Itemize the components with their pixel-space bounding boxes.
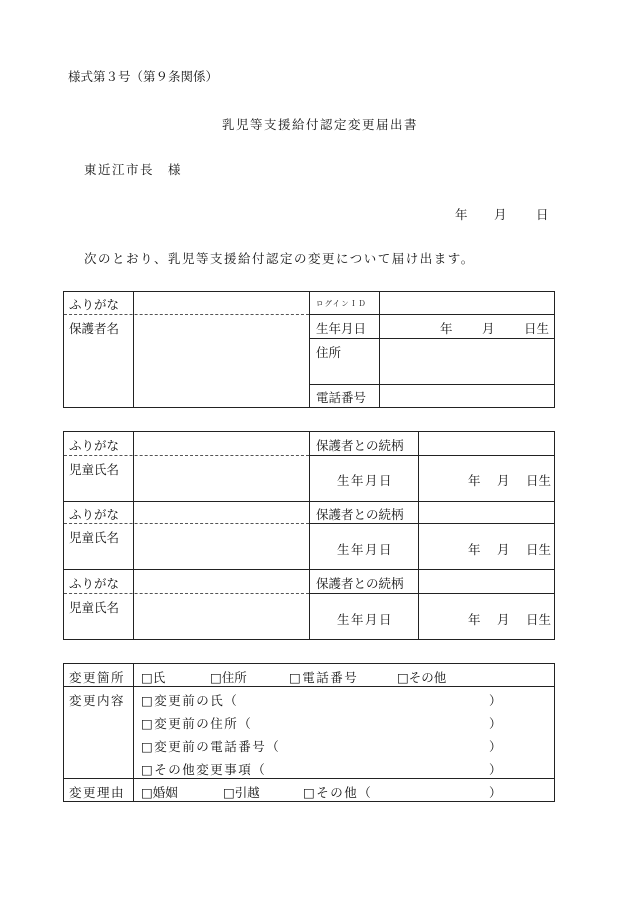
child2-birth-day: 日生 <box>526 542 552 557</box>
option-other[interactable]: □その他 <box>397 670 447 685</box>
change-location-label: 変更箇所 <box>69 670 126 685</box>
content-other[interactable]: □その他変更事項（ <box>141 762 267 777</box>
child3-birth-label: 生年月日 <box>337 612 394 627</box>
guardian-furigana-label: ふりがな <box>69 297 120 312</box>
child2-name-label: 児童氏名 <box>69 530 120 545</box>
child1-birth-month: 月 <box>497 473 510 488</box>
guardian-name-label: 保護者名 <box>69 321 120 336</box>
child3-name-label: 児童氏名 <box>69 600 120 615</box>
reason-other[interactable]: □その他（ <box>303 785 373 800</box>
guardian-birth-month: 月 <box>482 321 495 336</box>
guardian-phone-label: 電話番号 <box>316 390 367 405</box>
change-reason-label: 変更理由 <box>69 785 126 800</box>
child3-birth-year: 年 <box>468 612 481 627</box>
document-title: 乳児等支援給付認定変更届出書 <box>222 117 419 132</box>
reason-moving[interactable]: □引越 <box>223 785 260 800</box>
child3-birth-day: 日生 <box>526 612 552 627</box>
form-number: 様式第３号（第９条関係） <box>68 69 219 84</box>
option-surname[interactable]: □氏 <box>141 670 166 685</box>
close-paren-1: ） <box>489 693 502 708</box>
change-content-label: 変更内容 <box>69 693 126 708</box>
child1-birth-label: 生年月日 <box>337 473 394 488</box>
option-address[interactable]: □住所 <box>210 670 247 685</box>
content-prev-surname[interactable]: □変更前の氏（ <box>141 693 239 708</box>
date-month: 月 <box>494 207 507 222</box>
guardian-table <box>63 291 555 408</box>
child1-relation-label: 保護者との続柄 <box>316 438 404 453</box>
login-id-label: ログインＩＤ <box>316 299 367 308</box>
child3-relation-label: 保護者との続柄 <box>316 576 404 591</box>
child1-birth-day: 日生 <box>526 473 552 488</box>
guardian-birth-year: 年 <box>440 321 453 336</box>
child3-furigana-label: ふりがな <box>69 576 120 591</box>
date-year: 年 <box>455 207 468 222</box>
guardian-birth-label: 生年月日 <box>316 321 367 336</box>
child2-birth-year: 年 <box>468 542 481 557</box>
content-prev-address[interactable]: □変更前の住所（ <box>141 716 253 731</box>
intro-text: 次のとおり、乳児等支援給付認定の変更について届け出ます。 <box>84 251 475 266</box>
change-table <box>63 663 555 802</box>
close-paren-5: ） <box>489 785 502 800</box>
child1-birth-year: 年 <box>468 473 481 488</box>
close-paren-3: ） <box>489 739 502 754</box>
child2-birth-label: 生年月日 <box>337 542 394 557</box>
child3-birth-month: 月 <box>497 612 510 627</box>
date-day: 日 <box>536 207 549 222</box>
content-prev-phone[interactable]: □変更前の電話番号（ <box>141 739 281 754</box>
child2-birth-month: 月 <box>497 542 510 557</box>
child2-relation-label: 保護者との続柄 <box>316 507 404 522</box>
addressee: 東近江市長 様 <box>84 162 183 177</box>
child1-furigana-label: ふりがな <box>69 438 120 453</box>
guardian-address-label: 住所 <box>316 345 342 360</box>
child1-name-label: 児童氏名 <box>69 462 120 477</box>
children-table <box>63 431 555 640</box>
close-paren-4: ） <box>489 762 502 777</box>
guardian-birth-day: 日生 <box>524 321 550 336</box>
option-phone[interactable]: □電話番号 <box>289 670 359 685</box>
child2-furigana-label: ふりがな <box>69 507 120 522</box>
reason-marriage[interactable]: □婚姻 <box>141 785 178 800</box>
close-paren-2: ） <box>489 716 502 731</box>
